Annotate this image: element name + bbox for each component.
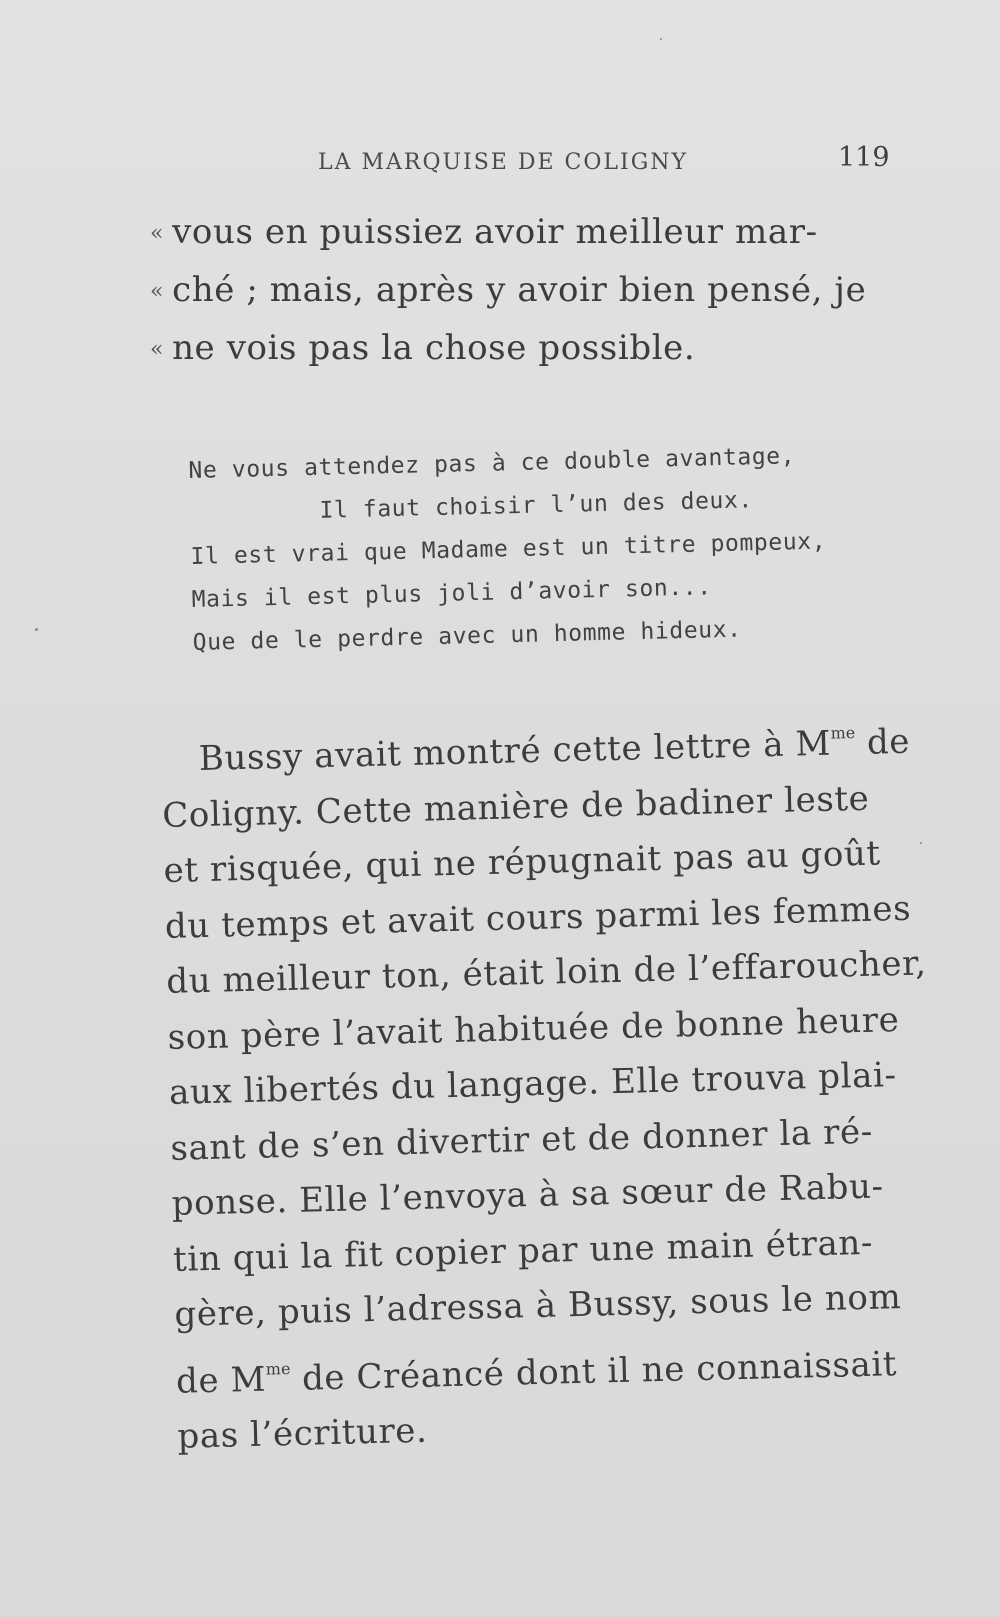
- guillemet-mark: «: [150, 337, 165, 362]
- prose-line: tin qui la fit copier par une main étran-: [172, 1222, 874, 1280]
- verse-line: Il faut choisir l’un des deux.: [319, 487, 754, 524]
- prose-text: Bussy avait montré cette lettre à M: [198, 723, 832, 780]
- prose-line: du meilleur ton, était loin de l’effaroucher,: [165, 943, 928, 1002]
- prose-text: de M: [175, 1359, 267, 1402]
- quote-line: [150, 262, 910, 320]
- prose-text: de Créancé dont il ne connaissait: [290, 1343, 898, 1399]
- prose-line: ponse. Elle l’envoya à sa sœur de Rabu-: [171, 1166, 885, 1224]
- prose-line: Coligny. Cette manière de badiner leste: [161, 778, 870, 836]
- prose-line: gère, puis l’adressa à Bussy, sous le nom: [173, 1277, 902, 1335]
- verse-line: Ne vous attendez pas à ce double avantage,: [188, 443, 796, 484]
- prose-line: sant de s’en divertir et de donner la ré-: [169, 1111, 874, 1169]
- verse-line: Il est vrai que Madame est un titre pompeux,: [190, 528, 827, 570]
- quoted-passage: [150, 204, 910, 378]
- guillemet-mark: «: [150, 221, 165, 246]
- prose-text: de: [855, 721, 911, 764]
- prose-paragraph: [160, 703, 938, 1465]
- page-number: 119: [838, 142, 890, 173]
- abbreviation-superscript: me: [265, 1358, 291, 1379]
- prose-line: aux libertés du langage. Elle trouva plai-: [168, 1055, 898, 1113]
- guillemet-mark: «: [150, 279, 165, 304]
- prose-line: pas l’écriture.: [176, 1410, 428, 1457]
- quote-line: [150, 320, 910, 378]
- paper-speck: [920, 842, 922, 844]
- verse-stanza: [188, 432, 913, 665]
- page-header: [0, 140, 1000, 180]
- quote-line-text: ne vois pas la chose possible.: [172, 328, 696, 368]
- verse-line: Mais il est plus joli d’avoir son...: [191, 574, 712, 613]
- quote-line: [150, 204, 910, 262]
- paper-speck: [660, 38, 662, 40]
- verse-line: Que de le perdre avec un homme hideux.: [192, 616, 742, 656]
- prose-line: du temps et avait cours parmi les femmes: [164, 888, 912, 947]
- prose-line: son père l’avait habituée de bonne heure: [167, 999, 900, 1058]
- abbreviation-superscript: me: [830, 723, 856, 743]
- quote-line-text: ché ; mais, après y avoir bien pensé, je: [172, 270, 867, 310]
- running-title: LA MARQUISE DE COLIGNY: [318, 150, 689, 175]
- quote-line-text: vous en puissiez avoir meilleur mar-: [172, 212, 818, 252]
- paper-speck: [35, 628, 38, 631]
- prose-line: et risquée, qui ne répugnait pas au goût: [163, 833, 882, 891]
